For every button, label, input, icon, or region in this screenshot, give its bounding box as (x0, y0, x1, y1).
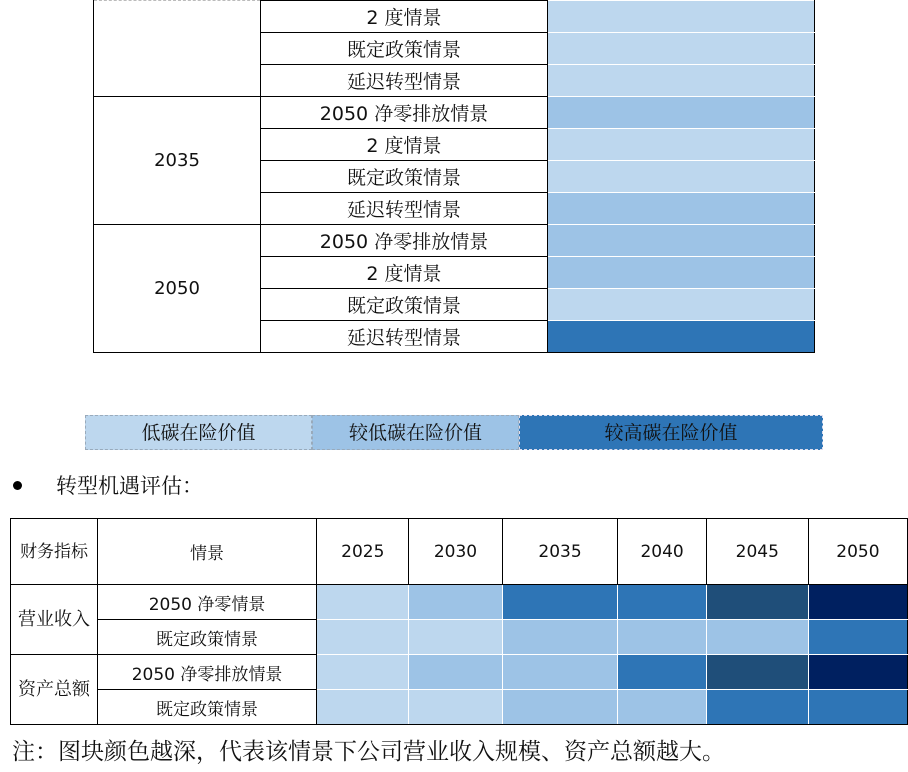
scenario-cell: 既定政策情景 (97, 620, 316, 655)
opportunity-level-cell (317, 620, 409, 655)
risk-row (94, 1, 815, 33)
opportunity-level-cell (808, 655, 907, 690)
metric-cell: 资产总额 (11, 655, 98, 725)
scenario-cell: 2050 净零排放情景 (261, 225, 548, 257)
year-header: 2025 (317, 519, 409, 585)
risk-level-cell (548, 289, 815, 321)
scenario-cell: 延迟转型情景 (261, 65, 548, 97)
legend-low-var: 低碳在险价值 (85, 415, 312, 450)
scenario-cell: 2050 净零情景 (97, 585, 316, 620)
risk-level-cell (548, 225, 815, 257)
scenario-cell: 既定政策情景 (261, 289, 548, 321)
opportunity-level-cell (409, 690, 502, 725)
opportunity-level-cell (502, 655, 618, 690)
risk-level-cell (548, 129, 815, 161)
year-cell (94, 1, 261, 97)
opportunity-level-cell (808, 620, 907, 655)
opportunity-row (11, 585, 908, 620)
scenario-cell: 既定政策情景 (97, 690, 316, 725)
risk-level-cell (548, 257, 815, 289)
carbon-var-table (93, 0, 815, 353)
risk-row (94, 225, 815, 257)
section-bullet (13, 470, 203, 500)
scenario-cell: 2 度情景 (261, 129, 548, 161)
opportunity-level-cell (618, 655, 706, 690)
risk-level-cell (548, 65, 815, 97)
risk-level-cell (548, 193, 815, 225)
scenario-cell: 延迟转型情景 (261, 321, 548, 353)
year-cell: 2035 (94, 97, 261, 225)
metric-cell: 营业收入 (11, 585, 98, 655)
opportunity-row (11, 620, 908, 655)
opportunity-level-cell (409, 620, 502, 655)
scenario-cell: 2050 净零排放情景 (97, 655, 316, 690)
risk-level-cell (548, 321, 815, 353)
year-header: 2030 (409, 519, 502, 585)
opportunity-level-cell (409, 655, 502, 690)
scenario-cell: 2 度情景 (261, 257, 548, 289)
opportunity-level-cell (618, 690, 706, 725)
opportunity-level-cell (618, 585, 706, 620)
risk-level-cell (548, 33, 815, 65)
legend-lower-var: 较低碳在险价值 (312, 415, 519, 450)
color-legend (85, 415, 823, 450)
risk-level-cell (548, 1, 815, 33)
risk-level-cell (548, 97, 815, 129)
scenario-header: 情景 (97, 519, 316, 585)
opportunity-level-cell (317, 585, 409, 620)
risk-row (94, 97, 815, 129)
footnote: 注：图块颜色越深，代表该情景下公司营业收入规模、资产总额越大。 (12, 739, 725, 765)
bullet-dot-icon (13, 481, 22, 490)
scenario-cell: 2 度情景 (261, 1, 548, 33)
opportunity-level-cell (706, 620, 808, 655)
opportunity-level-cell (502, 690, 618, 725)
opportunity-level-cell (317, 655, 409, 690)
opportunity-level-cell (502, 585, 618, 620)
scenario-cell: 延迟转型情景 (261, 193, 548, 225)
scenario-cell: 既定政策情景 (261, 161, 548, 193)
opportunity-level-cell (618, 620, 706, 655)
opportunity-level-cell (317, 690, 409, 725)
year-cell: 2050 (94, 225, 261, 353)
legend-higher-var: 较高碳在险价值 (519, 415, 823, 450)
year-header: 2045 (706, 519, 808, 585)
scenario-cell: 既定政策情景 (261, 33, 548, 65)
opportunity-row (11, 655, 908, 690)
opportunity-level-cell (706, 655, 808, 690)
year-header: 2050 (808, 519, 907, 585)
opportunity-level-cell (502, 620, 618, 655)
header-row (11, 519, 908, 585)
opportunity-row (11, 690, 908, 725)
opportunity-level-cell (808, 585, 907, 620)
year-header: 2040 (618, 519, 706, 585)
risk-level-cell (548, 161, 815, 193)
opportunity-level-cell (706, 585, 808, 620)
transition-opportunity-table (10, 518, 908, 725)
opportunity-level-cell (409, 585, 502, 620)
section-heading: 转型机遇评估： (56, 474, 203, 498)
opportunity-level-cell (706, 690, 808, 725)
opportunity-level-cell (808, 690, 907, 725)
scenario-cell: 2050 净零排放情景 (261, 97, 548, 129)
metric-header: 财务指标 (11, 519, 98, 585)
year-header: 2035 (502, 519, 618, 585)
